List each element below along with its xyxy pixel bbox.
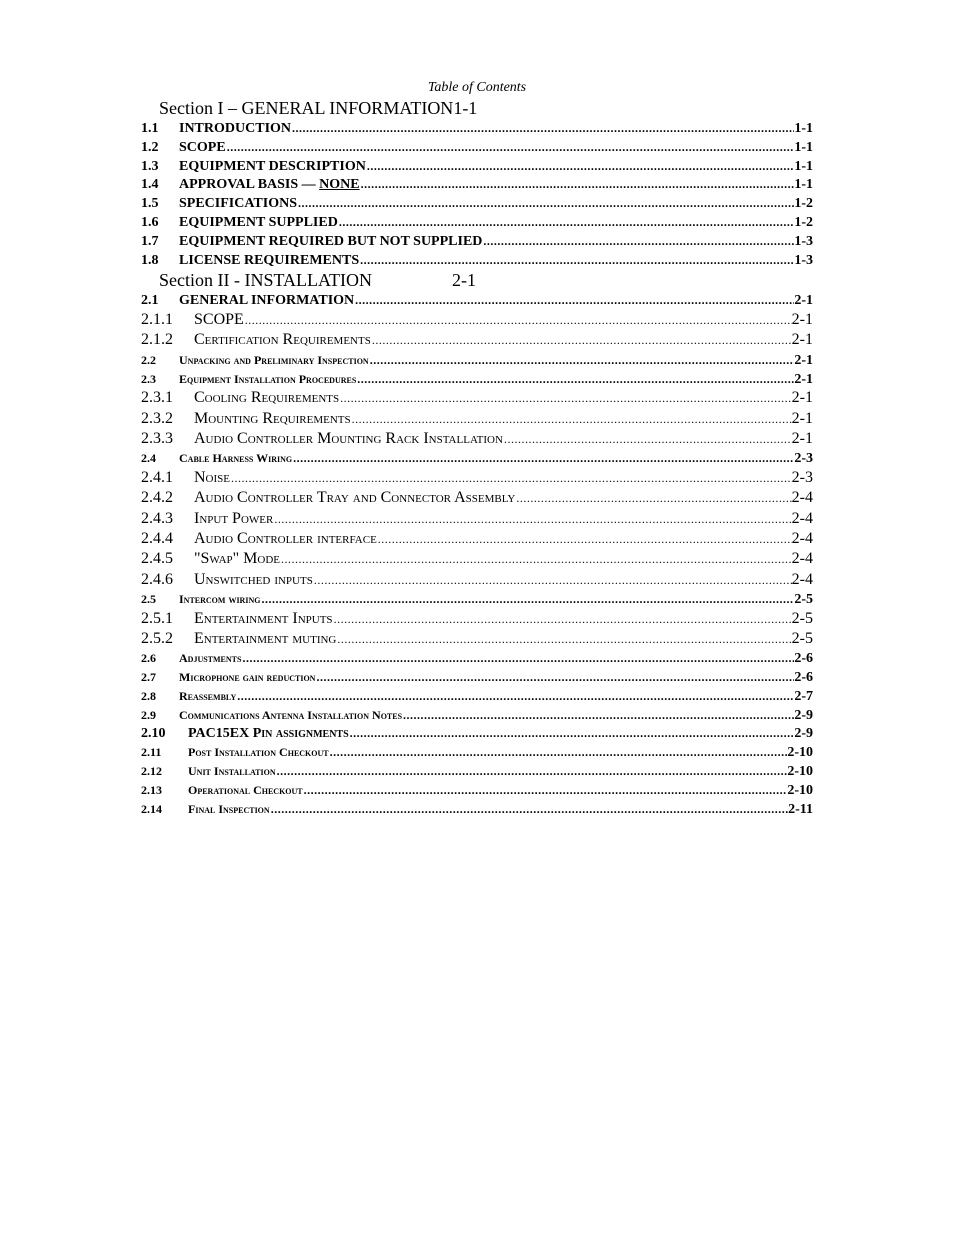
section-heading-title: Section II - INSTALLATION	[159, 270, 373, 291]
toc-entry[interactable]	[141, 570, 813, 590]
entry-title: Noise	[194, 469, 230, 487]
entry-number: 2.13	[141, 782, 162, 797]
entry-title: Final Inspection	[188, 801, 270, 816]
entry-page: 2-1	[791, 311, 813, 329]
dot-leader	[338, 213, 795, 232]
dot-leader	[333, 609, 792, 629]
dot-leader	[291, 119, 794, 138]
dot-leader	[515, 488, 791, 508]
entry-title: Microphone gain reduction	[179, 670, 316, 685]
entry-page: 2-3	[791, 469, 813, 487]
toc-entry[interactable]	[141, 762, 813, 781]
toc-entry[interactable]	[141, 468, 813, 488]
dot-leader	[292, 449, 794, 468]
entry-page: 2-9	[794, 707, 813, 723]
dot-leader	[276, 762, 788, 781]
entry-number: 2.3.1	[141, 389, 173, 407]
dot-leader	[329, 743, 788, 762]
entry-title: Mounting Requirements	[194, 409, 351, 427]
entry-number: 2.14	[141, 801, 162, 816]
dot-leader	[336, 629, 791, 649]
dot-leader	[260, 590, 794, 609]
dot-leader	[371, 330, 792, 350]
entry-number: 1.7	[141, 233, 159, 249]
dot-leader	[359, 251, 794, 270]
entry-number: 2.4.2	[141, 489, 173, 507]
toc-entry[interactable]	[141, 529, 813, 549]
entry-title-text: APPROVAL BASIS —	[179, 177, 320, 193]
entry-number: 1.2	[141, 139, 159, 155]
entry-title: Reassembly	[179, 688, 237, 703]
section-heading[interactable]	[141, 269, 813, 291]
entry-title: Communications Antenna Installation Notes	[179, 707, 403, 722]
entry-title: Unit Installation	[188, 764, 276, 778]
toc-entry[interactable]	[141, 590, 813, 609]
dot-leader	[360, 175, 795, 194]
toc-entry[interactable]	[141, 549, 813, 569]
entry-number: 1.1	[141, 121, 159, 136]
section-heading-title: Section I – GENERAL INFORMATION	[159, 98, 454, 118]
entry-page: 2-1	[791, 409, 813, 427]
dot-leader	[402, 706, 794, 725]
dot-leader	[226, 138, 795, 157]
entry-title	[188, 725, 349, 744]
entry-title: SCOPE	[194, 311, 244, 329]
entry-number: 2.8	[141, 688, 156, 703]
entry-page: 2-10	[787, 764, 813, 779]
entry-title-text: Pin assignments	[252, 726, 349, 742]
entry-number: 1.8	[141, 252, 159, 268]
dot-leader	[230, 468, 792, 488]
entry-title: Audio Controller Tray and Connector Assembly	[194, 489, 516, 507]
entry-title: GENERAL INFORMATION	[179, 293, 355, 309]
entry-title: Adjustments	[179, 651, 242, 666]
toc-entry[interactable]	[141, 743, 813, 762]
entry-title-prefix: PAC15EX	[188, 726, 253, 742]
toc-list	[141, 97, 813, 818]
entry-page: 2-9	[794, 726, 813, 742]
dot-leader	[270, 800, 788, 819]
entry-number: 2.3.3	[141, 429, 173, 447]
entry-title: Cable Harness Wiring	[179, 451, 293, 466]
dot-leader	[313, 570, 792, 590]
entry-title: Cooling Requirements	[194, 389, 340, 407]
entry-title: EQUIPMENT REQUIRED BUT NOT SUPPLIED	[179, 233, 483, 249]
entry-title: Unpacking and Preliminary Inspection	[179, 352, 369, 367]
entry-title	[179, 176, 360, 195]
entry-title: "Swap" Mode	[194, 550, 281, 568]
toc-entry[interactable]	[141, 370, 813, 389]
entry-page: 1-3	[794, 252, 813, 268]
entry-number: 2.4.5	[141, 550, 173, 568]
section-heading-page: 2-1	[452, 270, 477, 291]
dot-leader	[377, 529, 792, 549]
entry-page: 2-6	[794, 651, 813, 667]
entry-number: 2.3.2	[141, 409, 173, 427]
entry-page: 2-5	[791, 629, 813, 647]
entry-title: SPECIFICATIONS	[179, 196, 297, 212]
toc-title: Table of Contents	[427, 80, 527, 95]
toc-entry[interactable]	[141, 509, 813, 529]
entry-page: 2-7	[794, 688, 813, 704]
entry-number: 1.4	[141, 177, 159, 193]
dot-leader	[339, 388, 792, 408]
entry-page: 2-10	[787, 782, 813, 798]
entry-number: 2.5.1	[141, 609, 173, 627]
dot-leader	[303, 781, 788, 800]
entry-number: 2.2	[141, 352, 156, 367]
entry-page: 2-1	[794, 352, 813, 368]
entry-title: EQUIPMENT DESCRIPTION	[179, 158, 366, 174]
entry-number: 2.1.1	[141, 311, 173, 329]
dot-leader	[349, 724, 795, 743]
entry-title: Intercom wiring	[179, 591, 261, 606]
toc-entry[interactable]	[141, 687, 813, 706]
entry-page: 2-6	[794, 670, 813, 686]
entry-number: 2.4.6	[141, 570, 173, 588]
toc-entry[interactable]	[141, 649, 813, 668]
toc-entry[interactable]	[141, 409, 813, 429]
entry-title-underlined: NONE	[319, 177, 360, 193]
entry-title: Equipment Installation Procedures	[179, 371, 357, 386]
entry-number: 2.1	[141, 293, 159, 309]
entry-number: 2.4.3	[141, 509, 173, 527]
dot-leader	[369, 351, 795, 370]
toc-entry[interactable]	[141, 449, 813, 468]
toc-entry[interactable]	[141, 706, 813, 725]
toc-entry[interactable]	[141, 310, 813, 330]
entry-number: 2.7	[141, 670, 156, 685]
dot-leader	[244, 310, 792, 330]
entry-page: 2-4	[791, 570, 813, 588]
entry-title: INTRODUCTION	[179, 121, 292, 136]
entry-page: 2-1	[791, 331, 813, 349]
dot-leader	[241, 649, 794, 668]
entry-number: 2.10	[141, 726, 166, 742]
dot-leader	[503, 429, 792, 449]
toc-entry[interactable]	[141, 781, 813, 800]
toc-entry[interactable]	[141, 488, 813, 508]
entry-number: 2.4.4	[141, 529, 173, 547]
entry-number: 1.6	[141, 214, 159, 230]
entry-number: 2.1.2	[141, 331, 173, 349]
entry-title: Audio Controller Mounting Rack Installation	[194, 429, 503, 447]
entry-page: 1-2	[794, 214, 813, 230]
toc-entry[interactable]	[141, 291, 813, 310]
toc-entry[interactable]	[141, 157, 813, 176]
entry-page: 2-11	[788, 801, 813, 817]
entry-page: 2-5	[791, 609, 813, 627]
entry-title: Entertainment muting	[194, 629, 337, 647]
entry-page: 2-1	[794, 371, 813, 387]
dot-leader	[366, 157, 795, 176]
entry-number: 2.12	[141, 764, 162, 778]
entry-title: Post Installation Checkout	[188, 745, 329, 760]
toc-entry[interactable]	[141, 724, 813, 743]
entry-page: 2-1	[791, 429, 813, 447]
entry-number: 2.5	[141, 591, 156, 606]
entry-title: Entertainment Inputs	[194, 609, 333, 627]
entry-title: Operational Checkout	[188, 782, 303, 797]
entry-page: 1-2	[794, 196, 813, 212]
entry-number: 2.3	[141, 371, 156, 386]
entry-page: 2-4	[791, 550, 813, 568]
toc-entry[interactable]	[141, 668, 813, 687]
entry-page: 2-3	[794, 451, 813, 467]
entry-title: Certification Requirements	[194, 331, 371, 349]
entry-number: 2.11	[141, 745, 162, 760]
entry-title: SCOPE	[179, 139, 226, 155]
dot-leader	[273, 509, 791, 529]
entry-page: 2-5	[794, 591, 813, 607]
entry-page: 1-1	[794, 177, 813, 193]
entry-page: 2-1	[794, 293, 813, 309]
entry-number: 2.5.2	[141, 629, 173, 647]
dot-leader	[482, 232, 794, 251]
entry-number: 2.6	[141, 651, 156, 666]
dot-leader	[297, 194, 794, 213]
entry-title: EQUIPMENT SUPPLIED	[179, 214, 338, 230]
toc-entry[interactable]	[141, 194, 813, 213]
dot-leader	[351, 409, 792, 429]
entry-number: 2.4.1	[141, 469, 173, 487]
toc-entry[interactable]	[141, 351, 813, 370]
entry-page: 1-1	[794, 121, 813, 136]
toc-entry[interactable]	[141, 213, 813, 232]
toc-entry[interactable]	[141, 609, 813, 629]
dot-leader	[356, 370, 794, 389]
toc-entry[interactable]	[141, 388, 813, 408]
toc-entry[interactable]	[141, 175, 813, 194]
toc-entry[interactable]	[141, 330, 813, 350]
section-heading-page: 1-1	[453, 98, 478, 118]
entry-title: Input Power	[194, 509, 274, 527]
entry-page: 2-4	[791, 529, 813, 547]
entry-page: 2-4	[791, 509, 813, 527]
entry-title: LICENSE REQUIREMENTS	[179, 252, 360, 268]
toc-entry[interactable]	[141, 629, 813, 649]
toc-entry[interactable]	[141, 138, 813, 157]
entry-title: Unswitched inputs	[194, 570, 313, 588]
entry-page: 2-1	[791, 389, 813, 407]
entry-page: 2-10	[787, 745, 813, 761]
toc-entry[interactable]	[141, 119, 813, 138]
entry-page: 1-3	[794, 233, 813, 249]
dot-leader	[354, 291, 794, 310]
toc-entry[interactable]	[141, 429, 813, 449]
dot-leader	[280, 549, 792, 569]
entry-number: 2.4	[141, 451, 156, 466]
toc-entry[interactable]	[141, 251, 813, 270]
entry-page: 1-1	[794, 158, 813, 174]
entry-page: 1-1	[794, 139, 813, 155]
entry-page: 2-4	[791, 489, 813, 507]
toc-entry[interactable]	[141, 800, 813, 819]
dot-leader	[315, 668, 794, 687]
entry-number: 2.9	[141, 707, 156, 722]
toc-entry[interactable]	[141, 232, 813, 251]
section-heading[interactable]	[141, 97, 813, 119]
entry-number: 1.3	[141, 158, 159, 174]
entry-number: 1.5	[141, 196, 159, 212]
dot-leader	[236, 687, 794, 706]
entry-title: Audio Controller interface	[194, 529, 377, 547]
